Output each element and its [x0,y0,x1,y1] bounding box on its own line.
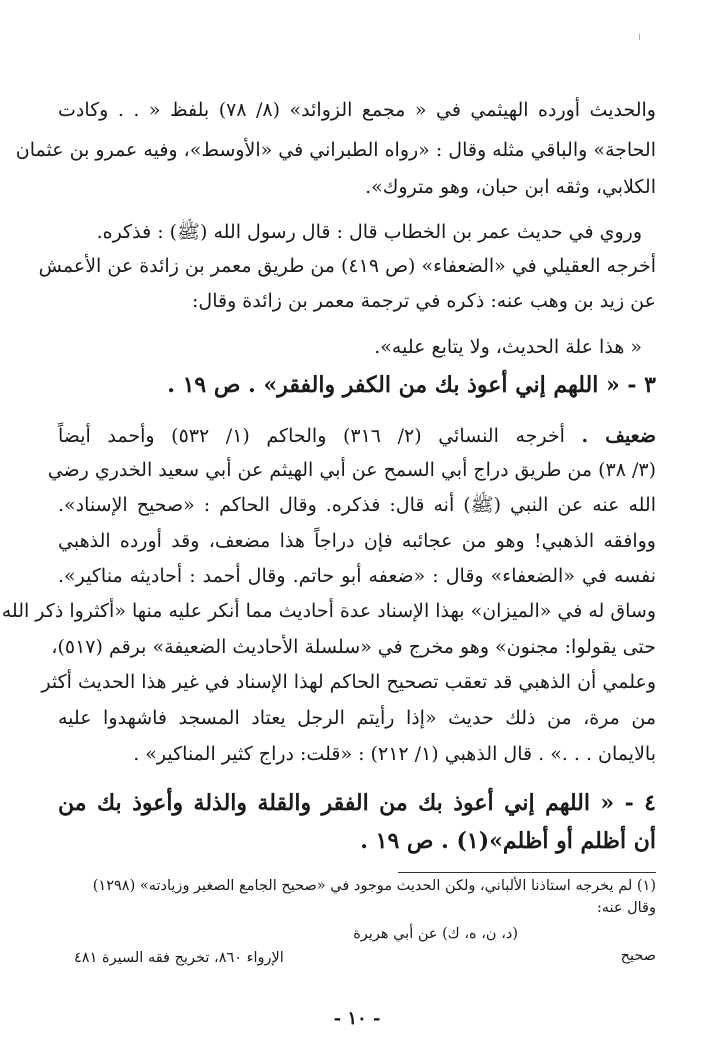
page-number: - ١٠ - [333,1008,381,1029]
footnote-line-3: (د، ن، ه، ك) عن أبي هريرة [353,926,518,942]
body-line-3: الكلابي، وثقه ابن حبان، وهو متروك». [365,176,656,198]
body-line-1: والحديث أورده الهيثمي في « مجمع الزوائد» (٨/ ٧٨) بلفظ « . . وكادت [58,99,656,121]
section-3-heading: ٣ - « اللهم إني أعوذ بك من الكفر والفقر» . ص ١٩ . [167,372,656,398]
body-line-6: عن زيد بن وهب عنه: ذكره في ترجمة معمر بن زائدة وقال: [192,290,656,312]
section-3-line-10: بالايمان . . .» . قال الذهبي (١/ ٢١٢) : «قلت: دراج كثير المناكير» . [133,743,656,765]
section-3-line-5: نفسه في «الضعفاء» وقال : «ضعفه أبو حاتم. وقال أحمد : أحاديثه مناكير». [58,565,656,587]
section-3-line-1-text: أخرجه النسائي (٢/ ٣١٦) والحاكم (١/ ٥٣٢) وأحمد أيضاً [58,425,565,447]
footnote-separator [398,872,656,873]
section-3-line-3: الله عنه عن النبي (ﷺ) أنه قال: فذكره. وقال الحاكم : «صحيح الإسناد». [58,494,656,516]
section-4-heading-line-2: أن أظلم أو أظلم»(١) . ص ١٩ . [360,828,656,854]
footnote-line-2: وقال عنه: [596,900,656,916]
section-3-line-8: وعلمي أن الذهبي قد تعقب تصحيح الحاكم لهذا الإسناد في غير هذا الحديث أكثر [41,671,656,693]
footnote-grade: صحيح [620,948,656,964]
footnote-line-1: (١) لم يخرجه استاذنا الألباني، ولكن الحديث موجود في «صحيح الجامع الصغير وزيادته» (١٢٩٨) [92,878,656,894]
body-line-4: وروي في حديث عمر بن الخطاب قال : قال رسول الله (ﷺ) : فذكره. [96,221,642,243]
section-4-heading-line-1: ٤ - « اللهم إني أعوذ بك من الفقر والقلة والذلة وأعوذ بك من [58,790,656,816]
section-3-line-4: ووافقه الذهبي! وهو من عجائبه فإن دراجاً هذا مضعف، وقد أورده الذهبي [58,530,656,552]
footnote-references: الإرواء ٨٦٠، تخريج فقه السيرة ٤٨١ [74,950,284,966]
section-3-line-6: وساق له في «الميزان» بهذا الإسناد عدة أحاديث مما أنكر عليه منها «أكثروا ذكر الله [1,600,656,622]
section-3-line-2: (٣/ ٣٨) من طريق دراج أبي السمح عن أبي الهيثم عن أبي سعيد الخدري رضي [47,459,656,481]
section-3-line-1 [58,423,656,449]
scan-mark [639,34,640,40]
body-line-2: الحاجة» والباقي مثله وقال : «رواه الطبراني في «الأوسط»، وفيه عمرو بن عثمان [15,139,656,161]
section-3-line-7: حتى يقولوا: مجنون» وهو مخرج في «سلسلة الأحاديث الضعيفة» برقم (٥١٧)، [51,636,656,658]
body-line-5: أخرجه العقيلي في «الضعفاء» (ص ٤١٩) من طريق معمر بن زائدة عن الأعمش [38,255,656,277]
body-line-7: « هذا علة الحديث، ولا يتابع عليه». [374,336,642,358]
section-3-line-9: من مرة، من ذلك حديث «إذا رأيتم الرجل يعتاد المسجد فاشهدوا عليه [58,707,656,729]
grade-label: ضعيف . [581,425,656,447]
